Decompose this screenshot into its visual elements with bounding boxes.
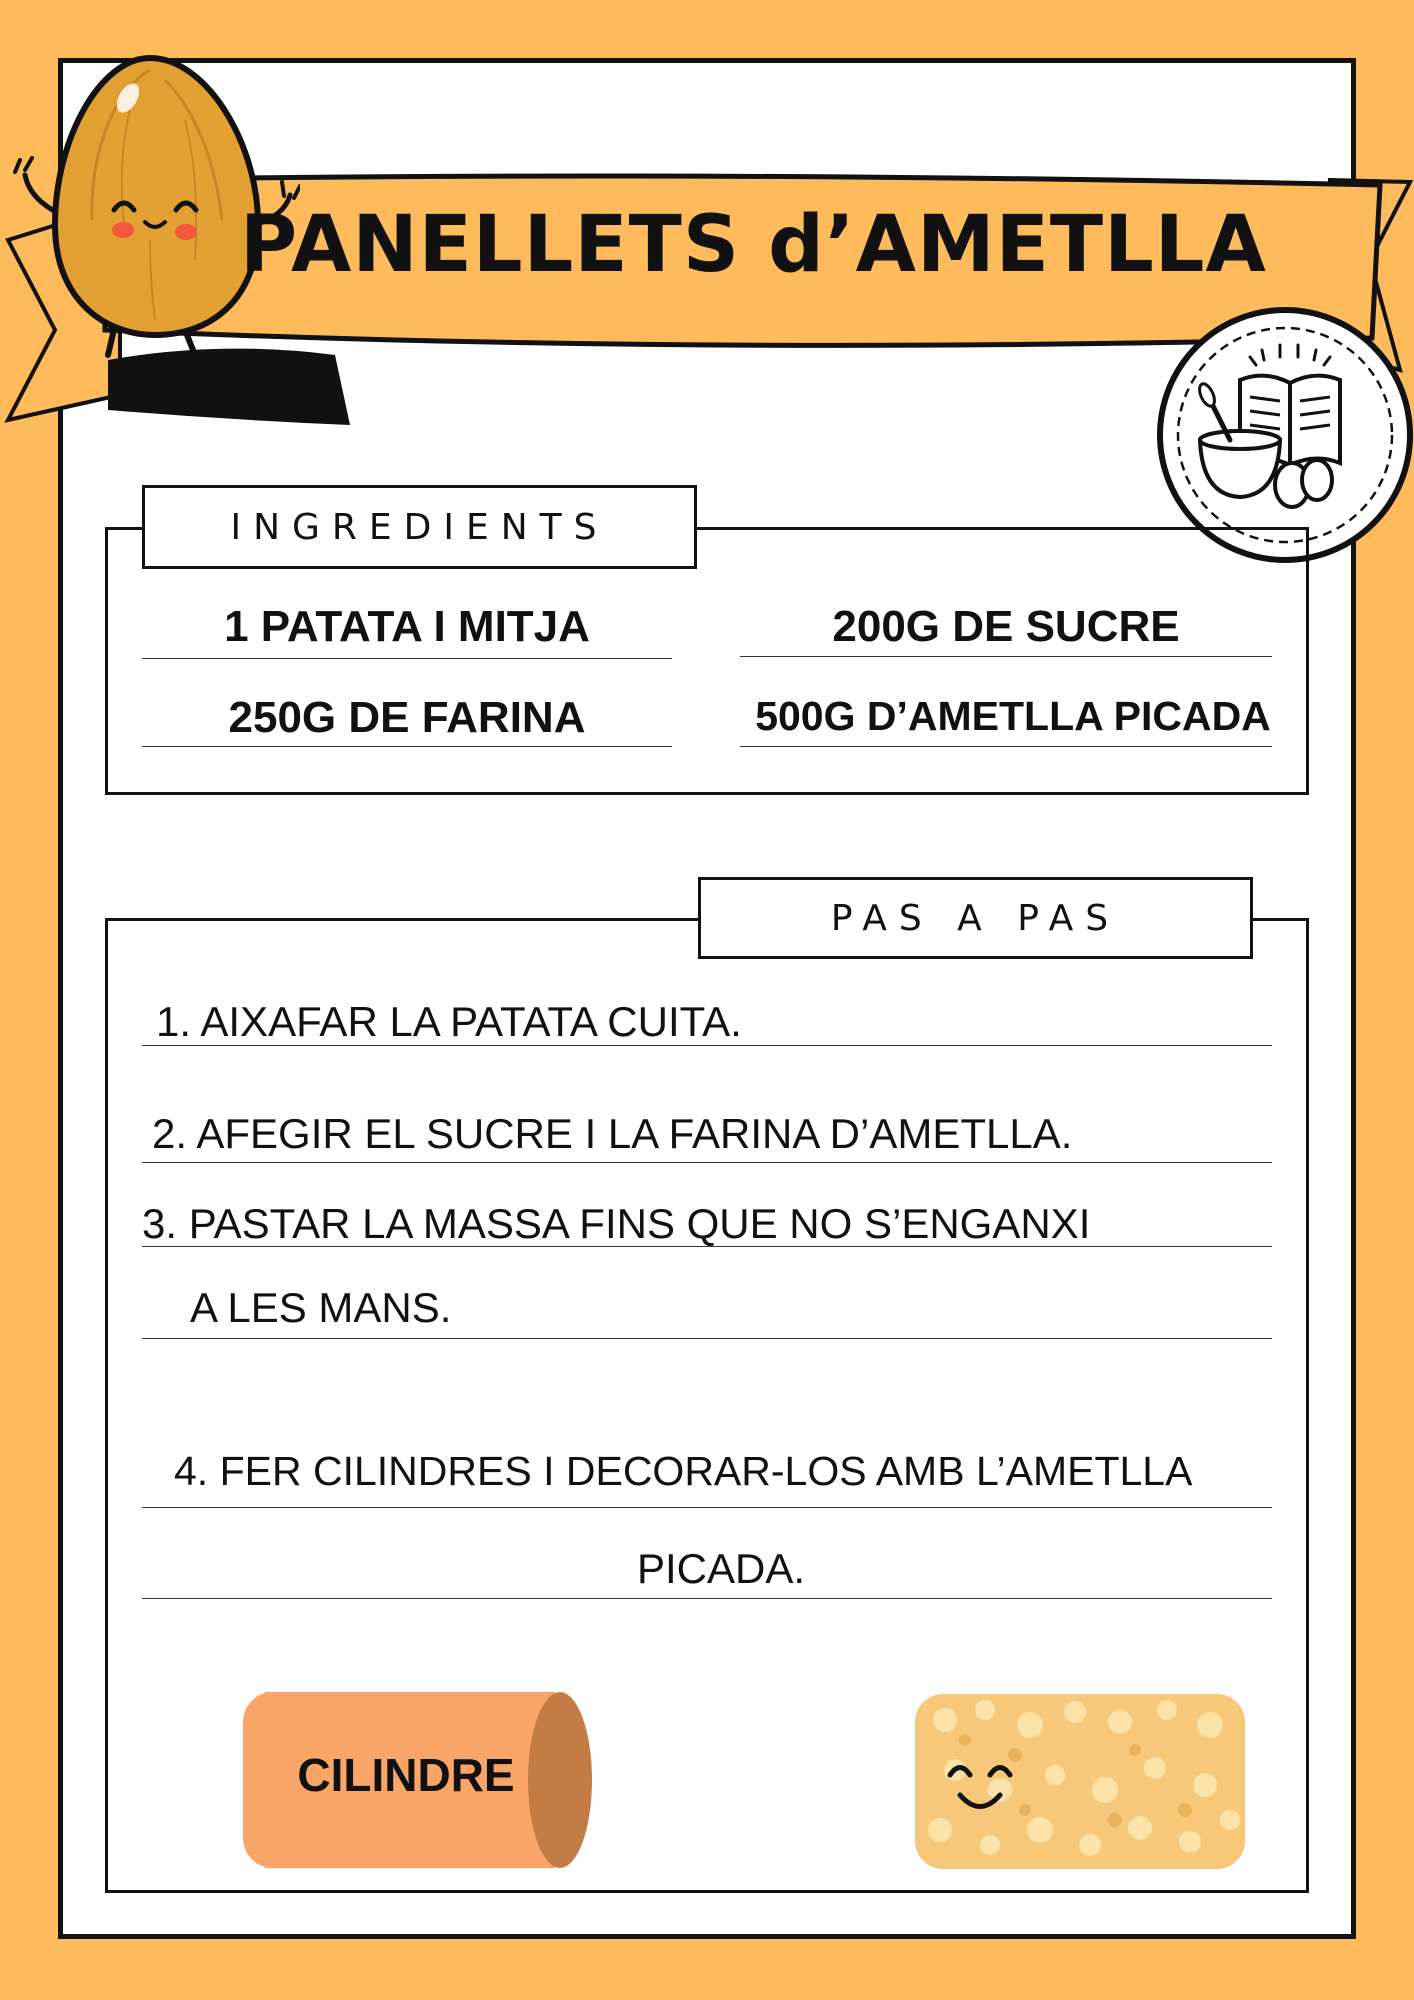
ingredients-heading: INGREDIENTS — [142, 485, 697, 569]
smiling-panellet-icon — [905, 1680, 1255, 1880]
ingredient-rule — [740, 656, 1272, 657]
step-rule — [142, 1338, 1272, 1339]
almond-mascot-icon — [0, 0, 300, 380]
step-line: 2. AFEGIR EL SUCRE I LA FARINA D’AMETLLA. — [152, 1110, 1073, 1157]
cylinder-label: CILINDRE — [297, 1749, 515, 1801]
step-line: A LES MANS. — [190, 1284, 452, 1331]
step-rule — [142, 1045, 1272, 1046]
ingredient-rule — [142, 746, 672, 747]
step-line: 1. AIXAFAR LA PATATA CUITA. — [156, 998, 742, 1045]
ingredient-item: 250G DE FARINA — [228, 693, 586, 742]
ingredient-rule — [740, 746, 1272, 747]
step-line: 4. FER CILINDRES I DECORAR-LOS AMB L’AMETLLA — [174, 1448, 1193, 1494]
step-rule — [142, 1246, 1272, 1247]
step-rule — [142, 1507, 1272, 1508]
step-rule — [142, 1162, 1272, 1163]
step-rule — [142, 1598, 1272, 1599]
step-line: 3. PASTAR LA MASSA FINS QUE NO S’ENGANXI — [142, 1200, 1091, 1247]
step-line: PICADA. — [637, 1545, 806, 1592]
steps-heading: PAS A PAS — [698, 877, 1253, 959]
ingredient-item: 1 PATATA I MITJA — [224, 602, 590, 651]
ingredient-rule — [142, 658, 672, 659]
ingredient-item: 200G DE SUCRE — [832, 602, 1180, 651]
page-title: PANELLETS d’AMETLLA — [240, 200, 1267, 290]
ingredient-item: 500G D’AMETLLA PICADA — [755, 693, 1271, 739]
